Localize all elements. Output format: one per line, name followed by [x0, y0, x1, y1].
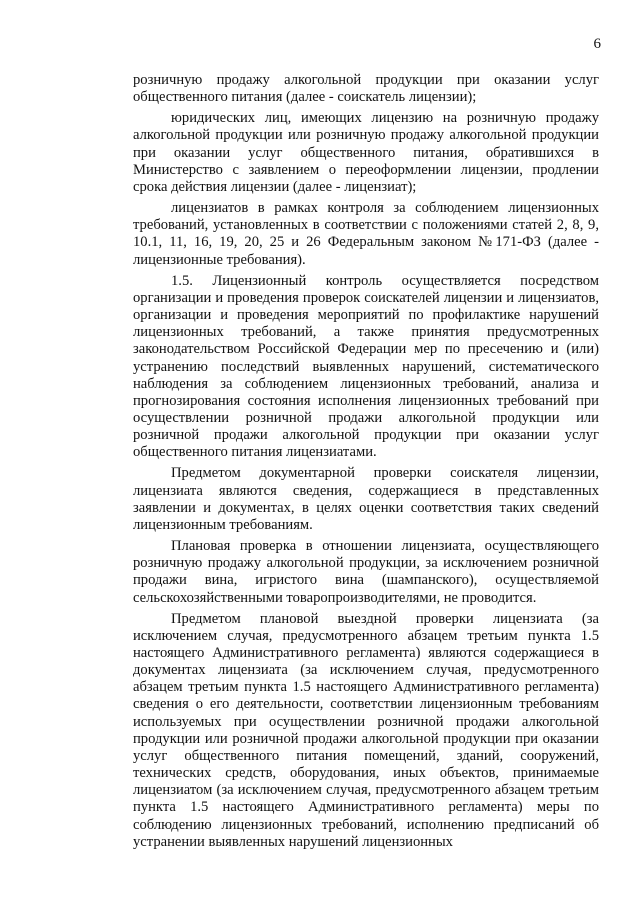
paragraph-onsite-check: Предметом плановой выездной проверки лицензиата (за исключением случая, предусмотренного абзацем третьим пункта 1.5 настоящего Административного регламента) являются содержащиеся в документах лицензиата (за исключением случая, предусмотренного абзацем третьим пункта 1.5 настоящего Административного регламента) сведения о его деятельности, соответствии лицензионным требованиям используемых при осуществлении розничной продажи алкогольной продукции или розничной продажи алкогольной продукции при оказании услуг общественного питания помещений, зданий, сооружений, технических средств, оборудования, иных объектов, принимаемые лицензиатом (за исключением случая, предусмотренного абзацем третьим пункта 1.5 настоящего Административного регламента) меры по соблюдению лицензионных требований, исполнению предписаний об устранении выявленных нарушений лицензионных [133, 610, 599, 850]
paragraph-legal-entities: юридических лиц, имеющих лицензию на розничную продажу алкогольной продукции или розничную продажу алкогольной продукции при оказании услуг общественного питания, обратившихся в Министерство с заявлением о переоформлении лицензии, продлении срока действия лицензии (далее - лицензиат); [133, 110, 599, 195]
paragraph-continuation: розничную продажу алкогольной продукции при оказании услуг общественного питания (далее - соискатель лицензии); [133, 72, 599, 106]
page-number: 6 [593, 36, 601, 52]
paragraph-licensees: лицензиатов в рамках контроля за соблюдением лицензионных требований, установленных в соответствии с положениями статей 2, 8, 9, 10.1, 11, 16, 19, 20, 25 и 26 Федеральным законом №171-ФЗ (далее - лицензионные требования). [133, 200, 599, 268]
paragraph-planned-check: Плановая проверка в отношении лицензиата, осуществляющего розничную продажу алкогольной продукции, за исключением розничной продажи вина, игристого вина (шампанского), осуществляемой сельскохозяйственными товаропроизводителями, не проводится. [133, 538, 599, 606]
paragraph-documentary-check: Предметом документарной проверки соискателя лицензии, лицензиата являются сведения, содержащиеся в представленных заявлении и документах, в целях оценки соответствия таких сведений лицензионным требованиям. [133, 465, 599, 533]
paragraph-1-5: 1.5. Лицензионный контроль осуществляется посредством организации и проведения проверок соискателей лицензии и лицензиатов, организации и проведения мероприятий по профилактике нарушений лицензионных требований, а также принятия предусмотренных законодательством Российской Федерации мер по пресечению и (или) устранению последствий выявленных нарушений, систематического наблюдения за соблюдением лицензионных требований, анализа и прогнозирования состояния исполнения лицензионных требований при осуществлении розничной продажи алкогольной продукции или розничной продажи алкогольной продукции при оказании услуг общественного питания лицензиатами. [133, 272, 599, 461]
document-body [133, 72, 599, 855]
